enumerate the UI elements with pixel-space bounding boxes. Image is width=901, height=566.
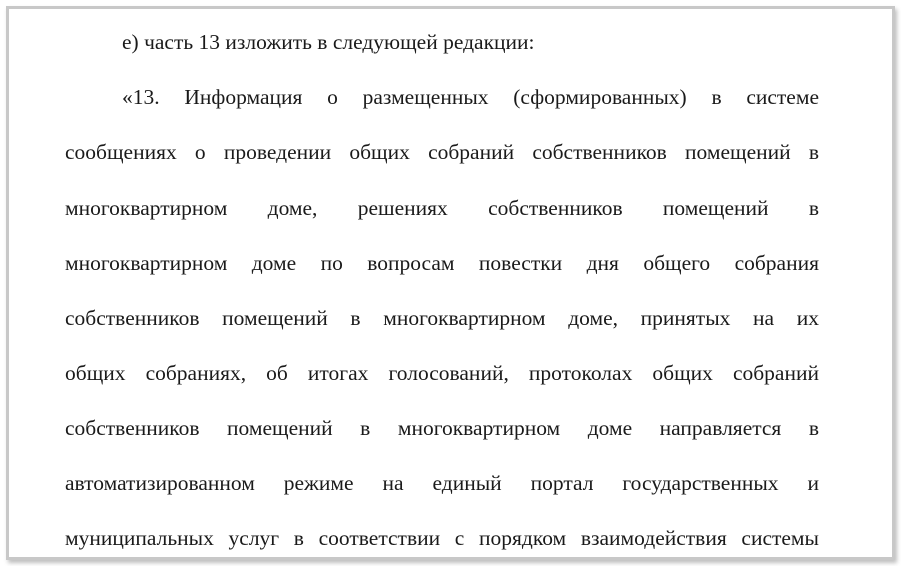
- paragraph-line-7: собственников помещений в многоквартирном доме направляется в: [65, 416, 819, 440]
- paragraph-line-8: автоматизированном режиме на единый портал государственных и: [65, 471, 819, 495]
- paragraph-line-4: многоквартирном доме по вопросам повестки дня общего собрания: [65, 251, 819, 275]
- amendment-heading: е) часть 13 изложить в следующей редакции:: [122, 30, 535, 54]
- paragraph-line-6: общих собраниях, об итогах голосований, протоколах общих собраний: [65, 361, 819, 385]
- paragraph-line-5: собственников помещений в многоквартирном доме, принятых на их: [65, 306, 819, 330]
- paragraph-line-1: «13. Информация о размещенных (сформированных) в системе: [122, 85, 819, 109]
- document-page: [6, 6, 895, 560]
- paragraph-line-9: муниципальных услуг в соответствии с порядком взаимодействия системы: [65, 526, 819, 550]
- paragraph-line-3: многоквартирном доме, решениях собственников помещений в: [65, 196, 819, 220]
- paragraph-line-2: сообщениях о проведении общих собраний собственников помещений в: [65, 140, 819, 164]
